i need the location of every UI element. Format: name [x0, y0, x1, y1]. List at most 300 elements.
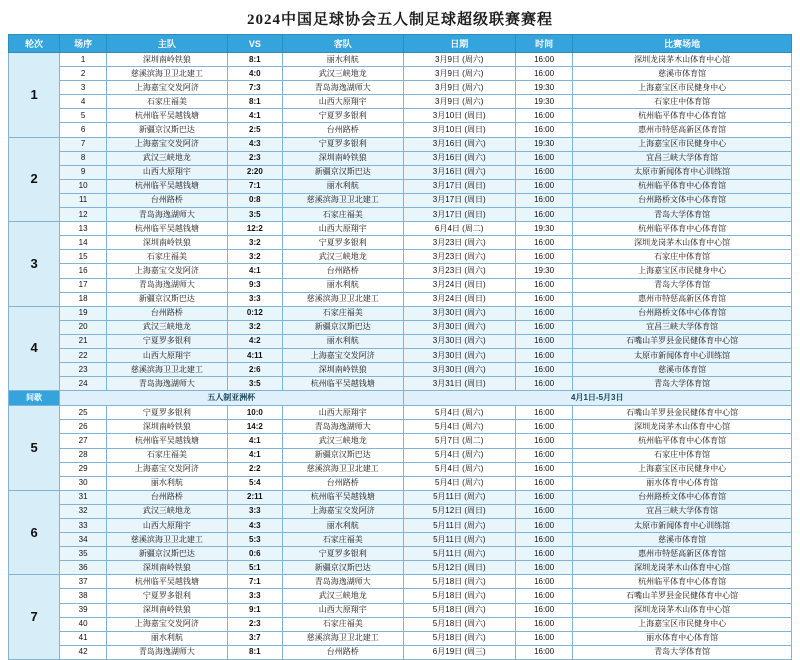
match-no: 5: [60, 109, 107, 123]
match-no: 32: [60, 504, 107, 518]
home-team: 深圳南岭铁狼: [107, 561, 228, 575]
match-venue: 上海嘉宝区市民健身中心: [573, 462, 792, 476]
match-time: 16:00: [515, 363, 572, 377]
match-no: 8: [60, 151, 107, 165]
match-time: 16:00: [515, 179, 572, 193]
match-time: 16:00: [515, 561, 572, 575]
match-time: 16:00: [515, 476, 572, 490]
col-vs: VS: [227, 35, 282, 53]
table-row: [9, 533, 792, 547]
score: 7:3: [227, 81, 282, 95]
score: 3:7: [227, 631, 282, 645]
match-no: 16: [60, 264, 107, 278]
match-time: 16:00: [515, 236, 572, 250]
match-time: 16:00: [515, 109, 572, 123]
table-row: [9, 476, 792, 490]
table-row: [9, 193, 792, 207]
match-date: 6月4日 (周二): [403, 222, 515, 236]
score: 5:4: [227, 476, 282, 490]
home-team: 青岛海逸湖师大: [107, 377, 228, 391]
table-row: [9, 377, 792, 391]
round-cell: 2: [9, 137, 60, 222]
away-team: 台州路桥: [282, 476, 403, 490]
away-team: 宁夏罗多银利: [282, 109, 403, 123]
schedule-table: [8, 34, 792, 660]
home-team: 青岛海逸湖师大: [107, 645, 228, 659]
round-cell: 1: [9, 53, 60, 138]
match-time: 16:00: [515, 603, 572, 617]
match-no: 3: [60, 81, 107, 95]
match-time: 16:00: [515, 645, 572, 659]
col-date: 日期: [403, 35, 515, 53]
match-no: 11: [60, 193, 107, 207]
match-venue: 上海嘉宝区市民健身中心: [573, 617, 792, 631]
match-date: 5月11日 (周六): [403, 533, 515, 547]
match-venue: 杭州临平体育中心体育馆: [573, 575, 792, 589]
match-time: 16:00: [515, 292, 572, 306]
score: 8:1: [227, 53, 282, 67]
table-row: [9, 631, 792, 645]
match-time: 16:00: [515, 406, 572, 420]
match-time: 16:00: [515, 575, 572, 589]
match-no: 13: [60, 222, 107, 236]
table-row: [9, 406, 792, 420]
match-date: 3月9日 (周六): [403, 81, 515, 95]
away-team: 丽水利航: [282, 334, 403, 348]
away-team: 山西大原翔宇: [282, 222, 403, 236]
away-team: 慈溪滨海卫卫北建工: [282, 631, 403, 645]
table-row: [9, 292, 792, 306]
home-team: 武汉三峡地龙: [107, 320, 228, 334]
match-venue: 宜昌三峡大学体育馆: [573, 504, 792, 518]
col-away-team: 客队: [282, 35, 403, 53]
match-no: 37: [60, 575, 107, 589]
home-team: 杭州临平吴越钱塘: [107, 575, 228, 589]
match-venue: 杭州临平体育中心体育馆: [573, 179, 792, 193]
table-row: [9, 165, 792, 179]
home-team: 上海嘉宝交发阿济: [107, 264, 228, 278]
match-time: 16:00: [515, 589, 572, 603]
match-venue: 太原市新闻体育中心训练馆: [573, 519, 792, 533]
home-team: 新疆京汉斯巴达: [107, 547, 228, 561]
match-venue: 石嘴山羊罗县金民健体育中心馆: [573, 589, 792, 603]
match-time: 16:00: [515, 434, 572, 448]
match-venue: 杭州临平体育中心体育馆: [573, 109, 792, 123]
match-date: 5月18日 (周六): [403, 589, 515, 603]
match-time: 16:00: [515, 448, 572, 462]
match-time: 16:00: [515, 165, 572, 179]
match-no: 6: [60, 123, 107, 137]
match-venue: 慈溪市体育馆: [573, 67, 792, 81]
table-row: [9, 504, 792, 518]
col-round: 轮次: [9, 35, 60, 53]
match-no: 40: [60, 617, 107, 631]
match-time: 19:30: [515, 81, 572, 95]
match-time: 16:00: [515, 193, 572, 207]
match-date: 3月30日 (周六): [403, 348, 515, 362]
away-team: 杭州临平吴越钱塘: [282, 377, 403, 391]
match-time: 19:30: [515, 137, 572, 151]
match-date: 5月11日 (周六): [403, 490, 515, 504]
match-date: 3月24日 (周日): [403, 278, 515, 292]
match-time: 16:00: [515, 320, 572, 334]
match-date: 5月12日 (周日): [403, 504, 515, 518]
match-venue: 石嘴山羊罗县金民健体育中心馆: [573, 406, 792, 420]
score: 3:3: [227, 504, 282, 518]
home-team: 新疆京汉斯巴达: [107, 123, 228, 137]
home-team: 台州路桥: [107, 490, 228, 504]
match-venue: 石家庄中体育馆: [573, 95, 792, 109]
round-cell: 6: [9, 490, 60, 575]
score: 0:12: [227, 306, 282, 320]
away-team: 深圳南岭铁狼: [282, 151, 403, 165]
score: 2:2: [227, 462, 282, 476]
intermission-dates: 4月1日-5月3日: [403, 391, 791, 406]
match-no: 12: [60, 208, 107, 222]
score: 5:1: [227, 561, 282, 575]
match-date: 5月18日 (周六): [403, 617, 515, 631]
match-time: 16:00: [515, 278, 572, 292]
away-team: 石家庄福美: [282, 617, 403, 631]
away-team: 杭州临平吴越钱塘: [282, 490, 403, 504]
score: 0:8: [227, 193, 282, 207]
match-no: 21: [60, 334, 107, 348]
match-date: 3月31日 (周日): [403, 377, 515, 391]
score: 3:2: [227, 236, 282, 250]
table-row: [9, 547, 792, 561]
table-row: [9, 278, 792, 292]
match-venue: 石家庄中体育馆: [573, 448, 792, 462]
score: 4:11: [227, 348, 282, 362]
intermission-row: [9, 391, 792, 406]
away-team: 台州路桥: [282, 123, 403, 137]
score: 4:1: [227, 448, 282, 462]
match-date: 5月7日 (周二): [403, 434, 515, 448]
home-team: 青岛海逸湖师大: [107, 278, 228, 292]
match-date: 5月4日 (周六): [403, 476, 515, 490]
match-date: 3月23日 (周六): [403, 264, 515, 278]
match-venue: 慈溪市体育馆: [573, 533, 792, 547]
home-team: 上海嘉宝交发阿济: [107, 81, 228, 95]
table-row: [9, 67, 792, 81]
match-time: 19:30: [515, 95, 572, 109]
match-venue: 青岛大学体育馆: [573, 377, 792, 391]
match-no: 23: [60, 363, 107, 377]
match-venue: 深圳龙岗茅木山体育中心馆: [573, 53, 792, 67]
table-row: [9, 179, 792, 193]
away-team: 上海嘉宝交发阿济: [282, 348, 403, 362]
table-row: [9, 462, 792, 476]
page-title: 2024中国足球协会五人制足球超级联赛赛程: [246, 12, 553, 28]
match-no: 42: [60, 645, 107, 659]
away-team: 山西大原翔宇: [282, 95, 403, 109]
match-date: 3月23日 (周六): [403, 236, 515, 250]
match-no: 25: [60, 406, 107, 420]
match-no: 33: [60, 519, 107, 533]
score: 8:1: [227, 645, 282, 659]
round-cell: 3: [9, 222, 60, 307]
match-time: 16:00: [515, 306, 572, 320]
home-team: 山西大原翔宇: [107, 165, 228, 179]
score: 2:3: [227, 617, 282, 631]
score: 4:1: [227, 109, 282, 123]
away-team: 新疆京汉斯巴达: [282, 448, 403, 462]
score: 4:1: [227, 434, 282, 448]
table-row: [9, 363, 792, 377]
match-no: 26: [60, 420, 107, 434]
table-row: [9, 208, 792, 222]
match-venue: 深圳龙岗茅木山体育中心馆: [573, 603, 792, 617]
match-date: 3月9日 (周六): [403, 95, 515, 109]
match-date: 5月4日 (周六): [403, 420, 515, 434]
match-venue: 上海嘉宝区市民健身中心: [573, 137, 792, 151]
match-venue: 太原市新闻体育中心训练馆: [573, 165, 792, 179]
match-venue: 台州路桥文体中心体育馆: [573, 306, 792, 320]
table-row: [9, 123, 792, 137]
score: 3:2: [227, 320, 282, 334]
match-no: 20: [60, 320, 107, 334]
away-team: 新疆京汉斯巴达: [282, 561, 403, 575]
match-no: 30: [60, 476, 107, 490]
match-venue: 丽水体育中心体育馆: [573, 476, 792, 490]
table-row: [9, 109, 792, 123]
away-team: 宁夏罗多银利: [282, 547, 403, 561]
match-date: 3月16日 (周六): [403, 137, 515, 151]
match-venue: 深圳龙岗茅木山体育中心馆: [573, 236, 792, 250]
away-team: 青岛海逸湖师大: [282, 81, 403, 95]
home-team: 武汉三峡地龙: [107, 151, 228, 165]
score: 8:1: [227, 95, 282, 109]
away-team: 深圳南岭铁狼: [282, 363, 403, 377]
round-cell: 7: [9, 575, 60, 660]
table-row: [9, 306, 792, 320]
away-team: 慈溪滨海卫卫北建工: [282, 193, 403, 207]
round-cell: 4: [9, 306, 60, 391]
home-team: 宁夏罗多银利: [107, 334, 228, 348]
intermission-text: 五人制亚洲杯: [60, 391, 403, 406]
home-team: 丽水利航: [107, 631, 228, 645]
away-team: 慈溪滨海卫卫北建工: [282, 462, 403, 476]
match-time: 16:00: [515, 53, 572, 67]
match-no: 29: [60, 462, 107, 476]
match-no: 36: [60, 561, 107, 575]
match-venue: 惠州市特惩高新区体育馆: [573, 292, 792, 306]
match-date: 3月30日 (周六): [403, 306, 515, 320]
match-date: 3月30日 (周六): [403, 334, 515, 348]
home-team: 宁夏罗多银利: [107, 589, 228, 603]
away-team: 宁夏罗多银利: [282, 137, 403, 151]
table-row: [9, 222, 792, 236]
home-team: 杭州临平吴越钱塘: [107, 434, 228, 448]
match-venue: 太原市新闻体育中心训练馆: [573, 348, 792, 362]
match-date: 5月18日 (周六): [403, 603, 515, 617]
score: 12:2: [227, 222, 282, 236]
home-team: 慈溪滨海卫卫北建工: [107, 67, 228, 81]
match-venue: 石嘴山羊罗县金民健体育中心馆: [573, 334, 792, 348]
table-header: [9, 35, 792, 53]
match-no: 10: [60, 179, 107, 193]
match-no: 35: [60, 547, 107, 561]
score: 4:1: [227, 264, 282, 278]
match-date: 5月18日 (周六): [403, 575, 515, 589]
match-no: 18: [60, 292, 107, 306]
home-team: 山西大原翔宇: [107, 348, 228, 362]
home-team: 丽水利航: [107, 476, 228, 490]
match-no: 38: [60, 589, 107, 603]
table-row: [9, 519, 792, 533]
col-home-team: 主队: [107, 35, 228, 53]
table-row: [9, 53, 792, 67]
table-row: [9, 645, 792, 659]
match-time: 16:00: [515, 519, 572, 533]
match-venue: 杭州临平体育中心体育馆: [573, 222, 792, 236]
score: 9:3: [227, 278, 282, 292]
table-body: [9, 53, 792, 660]
match-no: 24: [60, 377, 107, 391]
away-team: 上海嘉宝交发阿济: [282, 504, 403, 518]
match-no: 14: [60, 236, 107, 250]
match-date: 5月11日 (周六): [403, 547, 515, 561]
match-venue: 上海嘉宝区市民健身中心: [573, 264, 792, 278]
table-row: [9, 95, 792, 109]
match-no: 4: [60, 95, 107, 109]
match-time: 16:00: [515, 547, 572, 561]
table-row: [9, 348, 792, 362]
home-team: 台州路桥: [107, 306, 228, 320]
score: 5:3: [227, 533, 282, 547]
away-team: 山西大原翔宇: [282, 603, 403, 617]
match-time: 19:30: [515, 264, 572, 278]
score: 2:3: [227, 151, 282, 165]
score: 9:1: [227, 603, 282, 617]
col-match-no: 场序: [60, 35, 107, 53]
match-no: 1: [60, 53, 107, 67]
match-date: 3月10日 (周日): [403, 109, 515, 123]
home-team: 山西大原翔宇: [107, 519, 228, 533]
match-date: 5月11日 (周六): [403, 519, 515, 533]
match-date: 3月24日 (周日): [403, 292, 515, 306]
away-team: 石家庄福美: [282, 533, 403, 547]
match-venue: 宜昌三峡大学体育馆: [573, 320, 792, 334]
away-team: 丽水利航: [282, 278, 403, 292]
table-row: [9, 236, 792, 250]
match-no: 28: [60, 448, 107, 462]
match-time: 16:00: [515, 420, 572, 434]
table-row: [9, 561, 792, 575]
home-team: 慈溪滨海卫卫北建工: [107, 363, 228, 377]
away-team: 山西大原翔宇: [282, 406, 403, 420]
match-venue: 深圳龙岗茅木山体育中心馆: [573, 561, 792, 575]
away-team: 青岛海逸湖师大: [282, 420, 403, 434]
score: 4:3: [227, 519, 282, 533]
score: 2:11: [227, 490, 282, 504]
home-team: 上海嘉宝交发阿济: [107, 462, 228, 476]
home-team: 青岛海逸湖师大: [107, 208, 228, 222]
table-row: [9, 490, 792, 504]
match-no: 41: [60, 631, 107, 645]
match-time: 16:00: [515, 504, 572, 518]
table-row: [9, 589, 792, 603]
away-team: 丽水利航: [282, 519, 403, 533]
away-team: 丽水利航: [282, 53, 403, 67]
match-time: 16:00: [515, 348, 572, 362]
away-team: 武汉三峡地龙: [282, 589, 403, 603]
match-venue: 青岛大学体育馆: [573, 278, 792, 292]
home-team: 杭州临平吴越钱塘: [107, 179, 228, 193]
home-team: 杭州临平吴越钱塘: [107, 109, 228, 123]
score: 4:3: [227, 137, 282, 151]
match-date: 5月4日 (周六): [403, 448, 515, 462]
match-venue: 青岛大学体育馆: [573, 645, 792, 659]
match-date: 3月16日 (周六): [403, 165, 515, 179]
home-team: 上海嘉宝交发阿济: [107, 617, 228, 631]
table-row: [9, 334, 792, 348]
away-team: 新疆京汉斯巴达: [282, 165, 403, 179]
match-date: 3月30日 (周六): [403, 363, 515, 377]
header-row: [9, 35, 792, 53]
match-time: 16:00: [515, 67, 572, 81]
away-team: 新疆京汉斯巴达: [282, 320, 403, 334]
match-no: 39: [60, 603, 107, 617]
match-date: 5月12日 (周日): [403, 561, 515, 575]
score: 10:0: [227, 406, 282, 420]
match-date: 3月23日 (周六): [403, 250, 515, 264]
match-venue: 上海嘉宝区市民健身中心: [573, 81, 792, 95]
score: 7:1: [227, 575, 282, 589]
home-team: 新疆京汉斯巴达: [107, 292, 228, 306]
score: 7:1: [227, 179, 282, 193]
match-time: 19:30: [515, 222, 572, 236]
match-venue: 慈溪市体育馆: [573, 363, 792, 377]
match-date: 3月30日 (周六): [403, 320, 515, 334]
table-row: [9, 250, 792, 264]
match-no: 34: [60, 533, 107, 547]
away-team: 青岛海逸湖师大: [282, 575, 403, 589]
score: 3:3: [227, 589, 282, 603]
table-row: [9, 81, 792, 95]
home-team: 石家庄福美: [107, 95, 228, 109]
home-team: 石家庄福美: [107, 250, 228, 264]
match-date: 6月19日 (周三): [403, 645, 515, 659]
match-time: 16:00: [515, 208, 572, 222]
score: 3:3: [227, 292, 282, 306]
col-time: 时间: [515, 35, 572, 53]
home-team: 杭州临平吴越钱塘: [107, 222, 228, 236]
match-date: 5月4日 (周六): [403, 462, 515, 476]
match-no: 27: [60, 434, 107, 448]
table-row: [9, 603, 792, 617]
away-team: 石家庄福美: [282, 208, 403, 222]
table-row: [9, 264, 792, 278]
score: 3:5: [227, 377, 282, 391]
score: 3:2: [227, 250, 282, 264]
table-row: [9, 448, 792, 462]
score: 3:5: [227, 208, 282, 222]
away-team: 武汉三峡地龙: [282, 250, 403, 264]
score: 4:0: [227, 67, 282, 81]
match-date: 3月17日 (周日): [403, 179, 515, 193]
away-team: 石家庄福美: [282, 306, 403, 320]
table-row: [9, 151, 792, 165]
table-row: [9, 137, 792, 151]
match-no: 17: [60, 278, 107, 292]
match-no: 9: [60, 165, 107, 179]
match-time: 16:00: [515, 631, 572, 645]
table-row: [9, 617, 792, 631]
match-no: 31: [60, 490, 107, 504]
score: 0:6: [227, 547, 282, 561]
match-venue: 丽水体育中心体育馆: [573, 631, 792, 645]
